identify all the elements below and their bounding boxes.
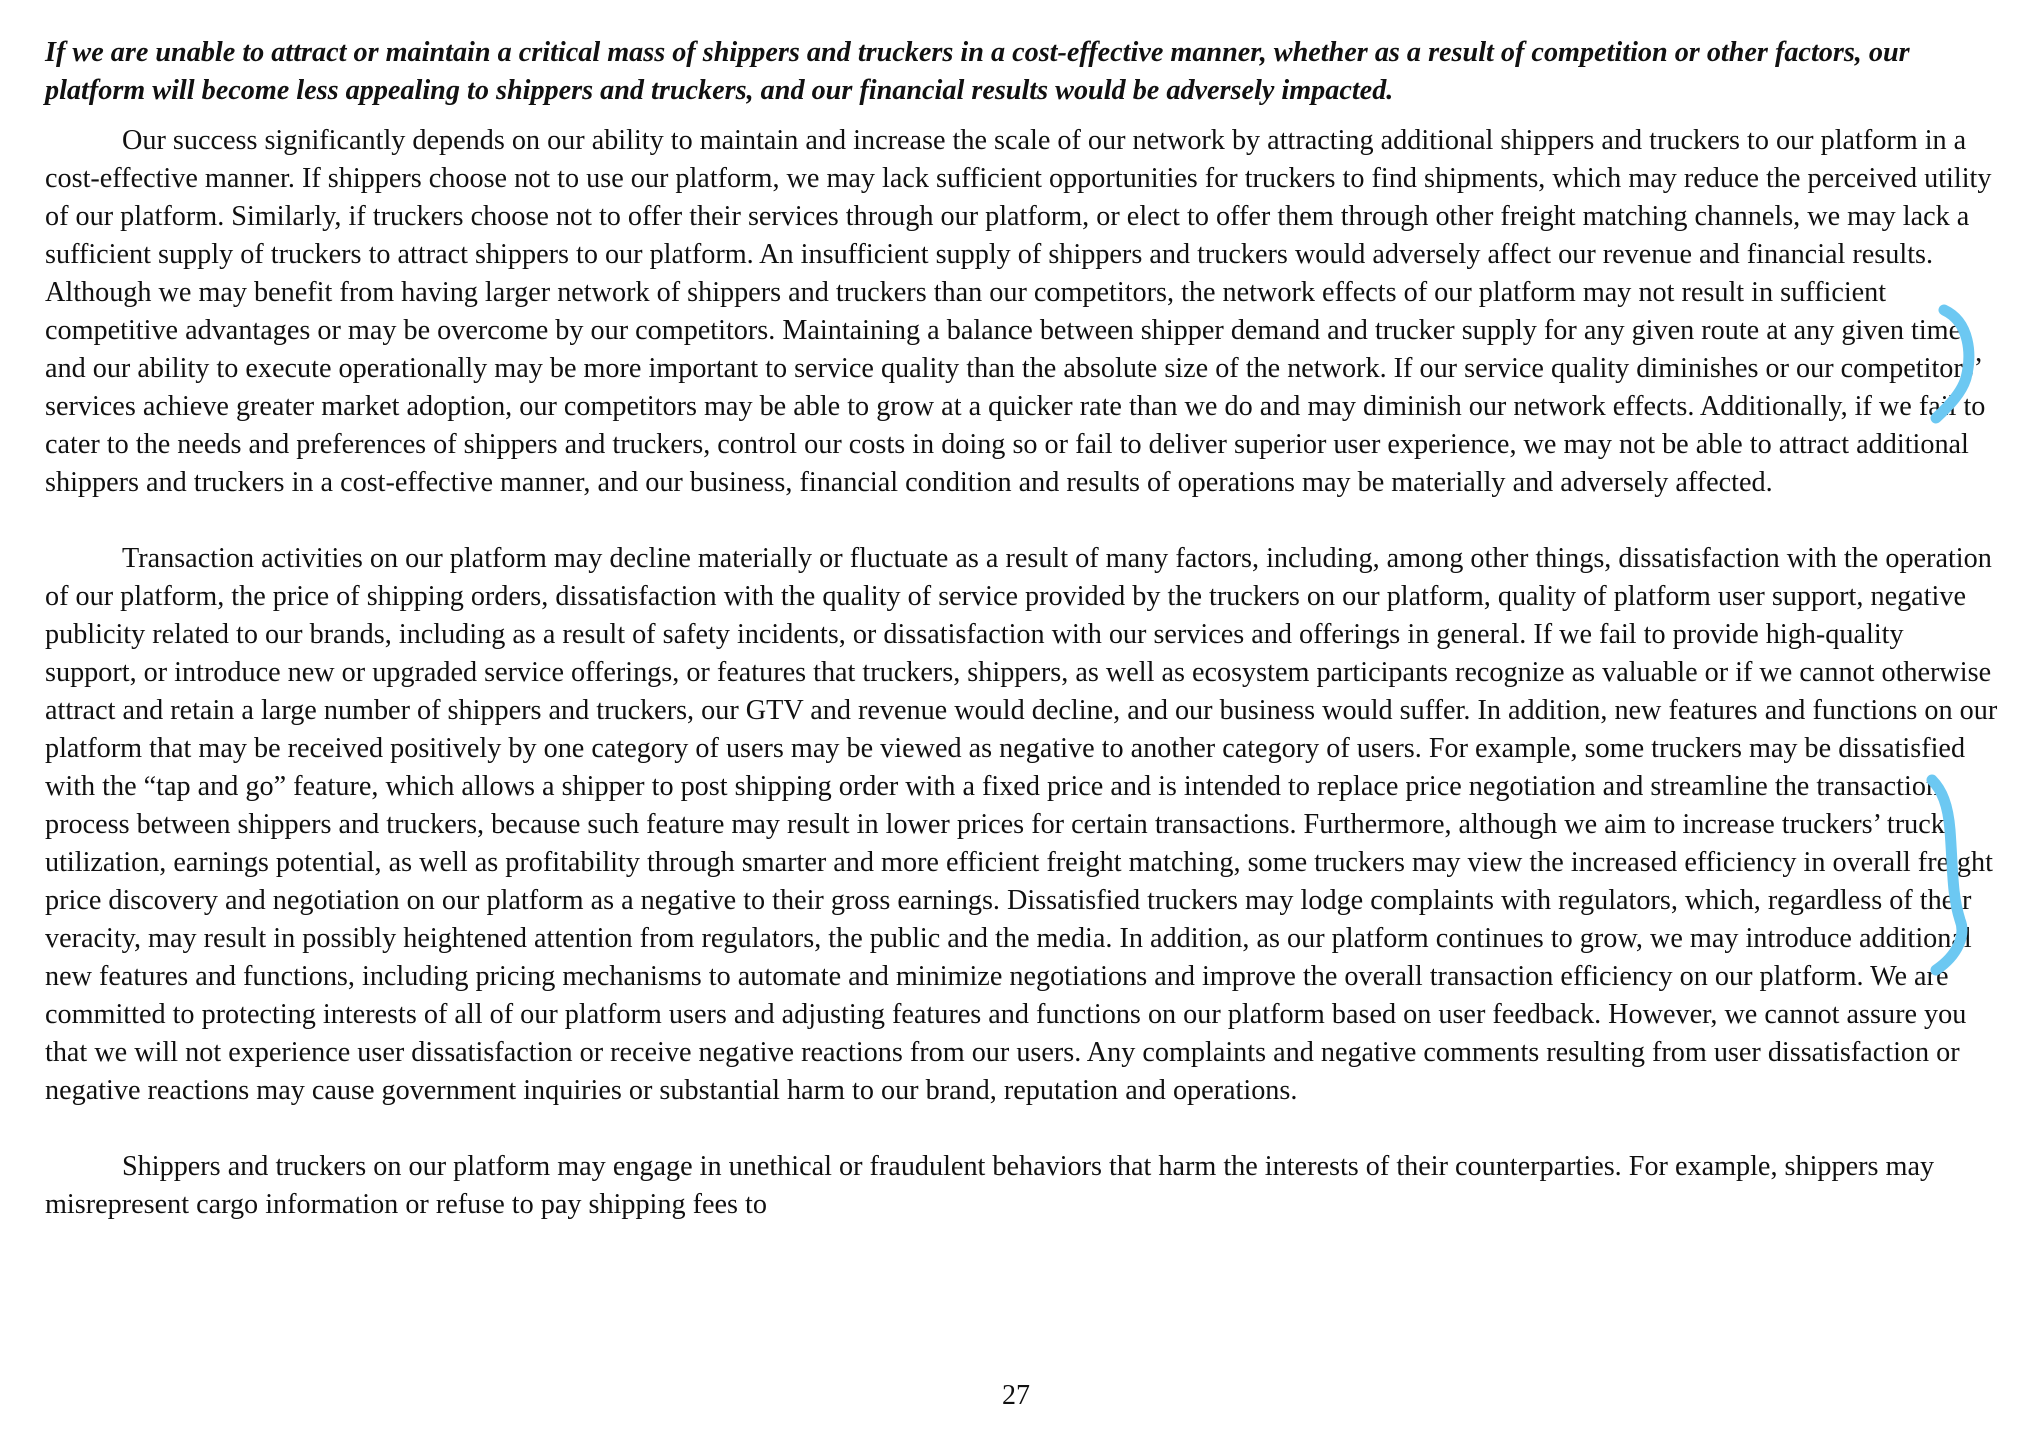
section-heading: If we are unable to attract or maintain a critical mass of shippers and truckers in a cost-effective manner, whether as a result of competition or other factors, our platform will become less appealing to shippers and truckers, and our financial results would be adversely impacted. — [45, 37, 1910, 106]
paragraph-1: Our success significantly depends on our ability to maintain and increase the scale of our network by attracting additional shippers and truckers to our platform in a cost-effective manner. If shippers choose not to use our platform, we may lack sufficient opportunities for truckers to find shipments, which may reduce the perceived utility of our platform. Similarly, if truckers choose not to offer their services through our platform, or elect to offer them through other freight matching channels, we may lack a sufficient supply of truckers to attract shippers to our platform. An insufficient supply of shippers and truckers would adversely affect our revenue and financial results. Although we may benefit from having larger network of shippers and truckers than our competitors, the network effects of our platform may not result in sufficient competitive advantages or may be overcome by our competitors. Maintaining a balance between shipper demand and trucker supply for any given route at any given time and our ability to execute operationally may be more important to service quality than the absolute size of the network. If our service quality diminishes or our competitors’ services achieve greater market adoption, our competitors may be able to grow at a quicker rate than we do and may diminish our network effects. Additionally, if we fail to cater to the needs and preferences of shippers and truckers, control our costs in doing so or fail to deliver superior user experience, we may not be able to attract additional shippers and truckers in a cost-effective manner, and our business, financial condition and results of operations may be materially and adversely affected. — [45, 125, 1992, 498]
paragraph-3: Shippers and truckers on our platform may engage in unethical or fraudulent behaviors that harm the interests of their counterparties. For example, shippers may misrepresent cargo information or refuse to pay shipping fees to — [45, 1151, 1935, 1220]
document-page — [45, 34, 2000, 1262]
paragraph-2: Transaction activities on our platform may decline materially or fluctuate as a result of many factors, including, among other things, dissatisfaction with the operation of our platform, the price of shipping orders, dissatisfaction with the quality of service provided by the truckers on our platform, quality of platform user support, negative publicity related to our brands, including as a result of safety incidents, or dissatisfaction with our services and offerings in general. If we fail to provide high-quality support, or introduce new or upgraded service offerings, or features that truckers, shippers, as well as ecosystem participants recognize as valuable or if we cannot otherwise attract and retain a large number of shippers and truckers, our GTV and revenue would decline, and our business would suffer. In addition, new features and functions on our platform that may be received positively by one category of users may be viewed as negative to another category of users. For example, some truckers may be dissatisfied with the “tap and go” feature, which allows a shipper to post shipping order with a fixed price and is intended to replace price negotiation and streamline the transaction process between shippers and truckers, because such feature may result in lower prices for certain transactions. Furthermore, although we aim to increase truckers’ truck utilization, earnings potential, as well as profitability through smarter and more efficient freight matching, some truckers may view the increased efficiency in overall freight price discovery and negotiation on our platform as a negative to their gross earnings. Dissatisfied truckers may lodge complaints with regulators, which, regardless of their veracity, may result in possibly heightened attention from regulators, the public and the media. In addition, as our platform continues to grow, we may introduce additional new features and functions, including pricing mechanisms to automate and minimize negotiations and improve the overall transaction efficiency on our platform. We are committed to protecting interests of all of our platform users and adjusting features and functions on our platform based on user feedback. However, we cannot assure you that we will not experience user dissatisfaction or receive negative reactions from our users. Any complaints and negative comments resulting from user dissatisfaction or negative reactions may cause government inquiries or substantial harm to our brand, reputation and operations. — [45, 543, 1998, 1106]
page-number: 27 — [1002, 1380, 1030, 1411]
